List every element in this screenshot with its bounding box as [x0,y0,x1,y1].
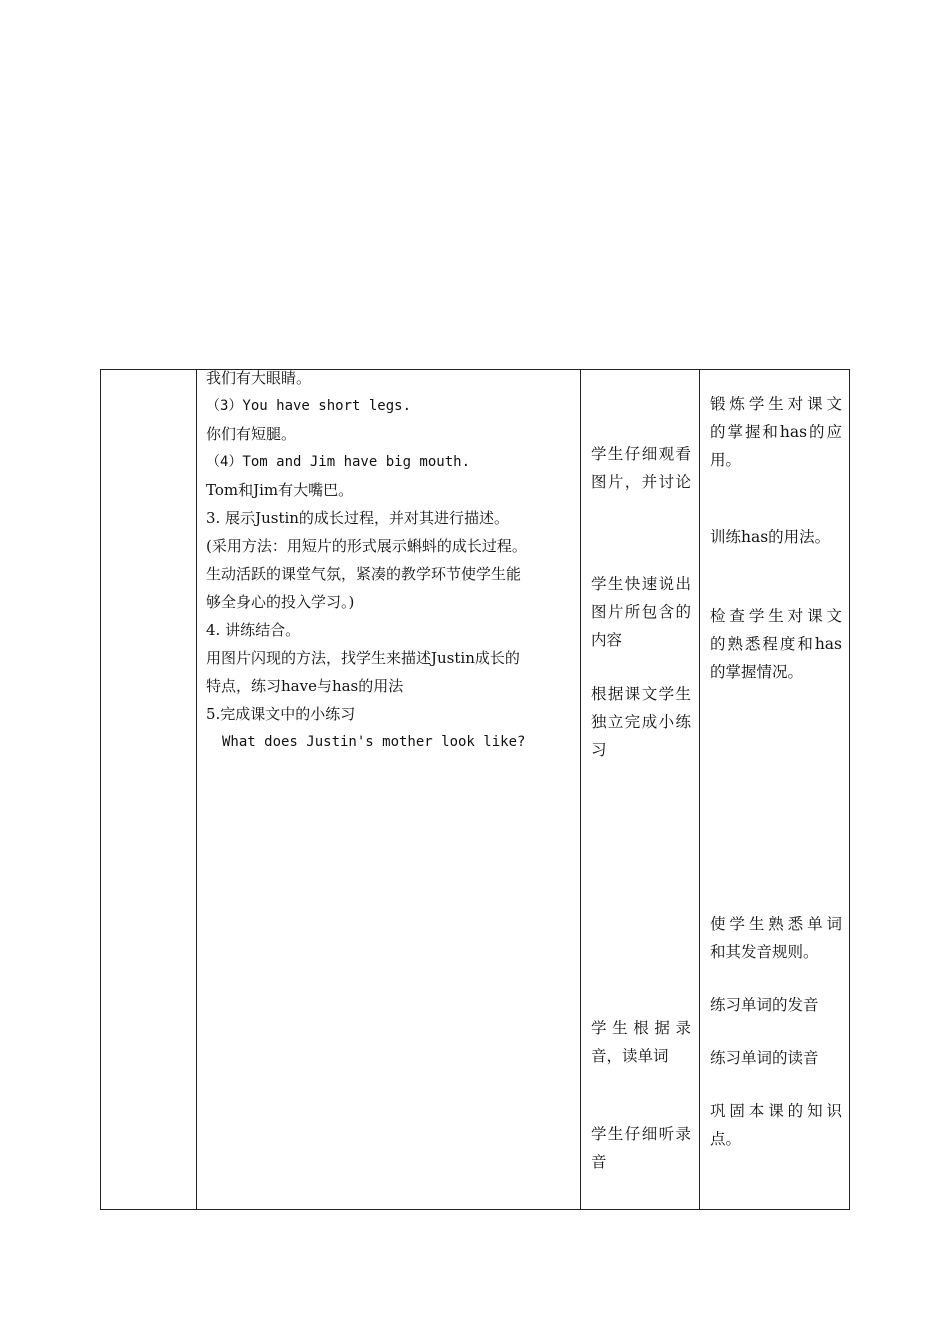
content-line: 够全身心的投入学习。) [206,593,355,611]
intent-line: 检查学生对课文 [710,607,842,625]
content-line: 生动活跃的课堂气氛，紧凑的教学环节使学生能 [206,565,522,583]
content-line: 用图片闪现的方法，找学生来描述Justin成长的 [206,649,520,667]
content-line: 我们有大眼睛。 [206,369,312,387]
activity-line: 音 [591,1153,607,1171]
content-line: (采用方法：用短片的形式展示蝌蚪的成长过程。 [206,537,527,555]
intent-line: 练习单词的读音 [710,1049,819,1067]
content-line: 3. 展示Justin的成长过程，并对其进行描述。 [206,509,509,527]
column-divider [580,370,581,1209]
intent-line: 训练has的用法。 [710,528,831,546]
intent-line: 的掌握和has的应 [710,423,842,441]
content-line: （3）You have short legs. [206,398,412,414]
intent-line: 用。 [710,451,742,469]
intent-line: 练习单词的发音 [710,996,819,1014]
column-divider [699,370,700,1209]
content-line: 特点，练习have与has的用法 [206,677,404,695]
activity-line: 独立完成小练 [591,713,691,731]
activity-line: 内容 [591,631,623,649]
content-line: 5.完成课文中的小练习 [206,705,356,723]
intent-line: 的熟悉程度和has [710,635,842,653]
activity-line: 学生根据录 [591,1019,691,1037]
activity-line: 学生仔细听录 [591,1125,691,1143]
intent-line: 锻炼学生对课文 [710,395,842,413]
activity-line: 图片，并讨论 [591,473,691,491]
column-divider [196,370,197,1209]
intent-line: 点。 [710,1130,742,1148]
content-line: Tom和Jim有大嘴巴。 [206,481,354,499]
intent-line: 的掌握情况。 [710,663,804,681]
content-line: （4）Tom and Jim have big mouth. [206,454,471,470]
activity-line: 习 [591,741,607,759]
content-line: 4. 讲练结合。 [206,621,301,639]
intent-line: 和其发音规则。 [710,943,819,961]
intent-line: 使学生熟悉单词 [710,915,842,933]
activity-line: 图片所包含的 [591,603,691,621]
activity-line: 音，读单词 [591,1047,669,1065]
activity-line: 根据课文学生 [591,685,691,703]
content-line: What does Justin's mother look like? [222,734,526,750]
content-line: 你们有短腿。 [206,425,297,443]
activity-line: 学生快速说出 [591,575,691,593]
intent-line: 巩固本课的知识 [710,1102,842,1120]
activity-line: 学生仔细观看 [591,445,691,463]
lesson-table [100,369,850,1210]
